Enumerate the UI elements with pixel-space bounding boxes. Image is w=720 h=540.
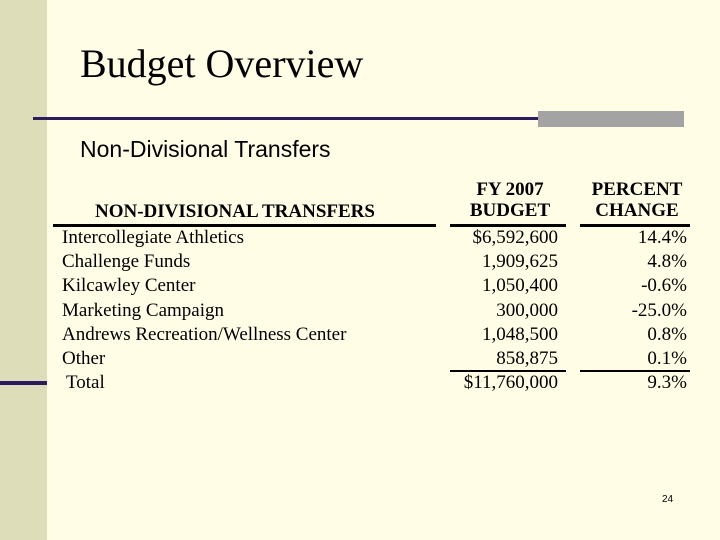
header-budget-line2: BUDGET <box>469 200 551 221</box>
header-change-line1: PERCENT <box>591 179 683 200</box>
row-name: Kilcawley Center <box>62 275 196 296</box>
row-budget: 858,875 <box>496 348 558 369</box>
row-budget: 1,050,400 <box>482 275 558 296</box>
row-name: Andrews Recreation/Wellness Center <box>62 324 347 345</box>
row-name: Challenge Funds <box>62 251 191 272</box>
row-budget: 300,000 <box>496 300 558 321</box>
header-change-line2: CHANGE <box>595 200 679 221</box>
row-budget: 1,048,500 <box>482 324 558 345</box>
header-change <box>582 179 692 221</box>
row-change: 14.4% <box>637 227 687 248</box>
row-name: Intercollegiate Athletics <box>62 227 245 248</box>
row-change: 0.1% <box>647 348 687 369</box>
row-change: 4.8% <box>647 251 687 272</box>
row-budget: $6,592,600 <box>472 227 558 248</box>
header-budget <box>455 179 565 221</box>
row-budget: 1,909,625 <box>482 251 558 272</box>
header-budget-line1: FY 2007 <box>476 179 544 200</box>
slide-subtitle: Non-Divisional Transfers <box>80 136 331 162</box>
row-change: -0.6% <box>641 275 687 296</box>
page-number: 24 <box>662 494 674 505</box>
row-name: Marketing Campaign <box>62 300 224 321</box>
slide-title: Budget Overview <box>80 41 364 86</box>
total-change: 9.3% <box>647 372 687 393</box>
header-name: NON-DIVISIONAL TRANSFERS <box>95 201 375 222</box>
row-change: -25.0% <box>631 300 687 321</box>
row-name: Other <box>62 348 106 369</box>
total-budget: $11,760,000 <box>463 372 558 393</box>
row-change: 0.8% <box>647 324 687 345</box>
total-name: Total <box>66 372 105 393</box>
